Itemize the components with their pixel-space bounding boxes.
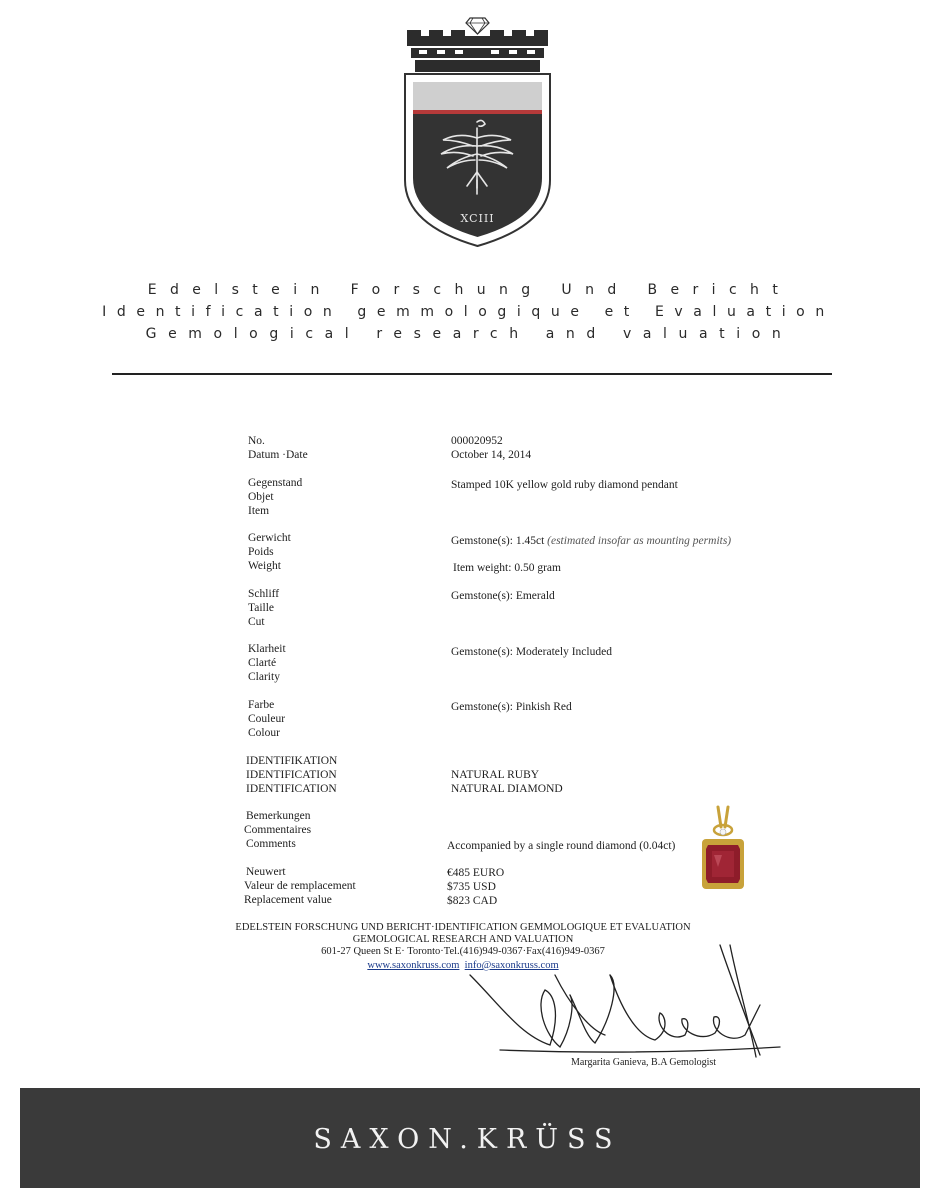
ident-value-diamond: NATURAL DIAMOND xyxy=(451,783,563,795)
ident-value-ruby: NATURAL RUBY xyxy=(451,769,540,781)
header-title-fr: Identification gemmologique et Evaluation xyxy=(102,304,835,320)
clarity-label-en: Clarity xyxy=(248,671,280,683)
email-link[interactable]: info@saxonkruss.com xyxy=(464,960,559,971)
value-label-fr: Valeur de remplacement xyxy=(244,880,356,892)
colour-label-fr: Couleur xyxy=(248,713,286,725)
weight-gemstone-note: (estimated insofar as mounting permits) xyxy=(547,535,732,547)
crest-logo xyxy=(395,10,560,250)
report-date-label: Datum ·Date xyxy=(248,449,308,461)
value-label-en: Replacement value xyxy=(244,894,332,906)
header-divider xyxy=(112,373,832,375)
ident-label-fr: IDENTIFICATION xyxy=(246,769,337,781)
item-label-en: Item xyxy=(248,505,270,517)
colour-label-de: Farbe xyxy=(248,699,275,711)
signer-name: Margarita Ganieva, B.A Gemologist xyxy=(571,1057,717,1068)
header-title-en: Gemological research and valuation xyxy=(145,326,793,342)
colour-value: Gemstone(s): Pinkish Red xyxy=(451,701,572,713)
clarity-value: Gemstone(s): Moderately Included xyxy=(451,646,612,658)
brand-logo-text: SAXON.KRÜSS xyxy=(313,1124,622,1155)
footer-address: 601-27 Queen St E· Toronto·Tel.(416)949-0367·Fax(416)949-0367 xyxy=(321,946,605,957)
cut-value: Gemstone(s): Emerald xyxy=(451,590,555,602)
comments-label-fr: Commentaires xyxy=(244,824,312,836)
cut-label-fr: Taille xyxy=(248,602,275,614)
signature xyxy=(460,935,790,1065)
clarity-label-de: Klarheit xyxy=(248,643,286,655)
comments-value: Accompanied by a single round diamond (0.04ct) xyxy=(447,840,676,852)
item-label-fr: Objet xyxy=(248,491,274,503)
ident-label-de: IDENTIFIKATION xyxy=(246,755,338,767)
weight-gemstone-ct: Gemstone(s): 1.45ct xyxy=(451,535,545,547)
crest-numeral: XCIII xyxy=(460,212,495,225)
item-value: Stamped 10K yellow gold ruby diamond pendant xyxy=(451,479,678,491)
weight-gemstone-value xyxy=(451,534,731,548)
weight-label-de: Gerwicht xyxy=(248,532,291,544)
clarity-label-fr: Clarté xyxy=(248,657,277,669)
weight-label-en: Weight xyxy=(248,560,281,572)
footer-tagline: GEMOLOGICAL RESEARCH AND VALUATION xyxy=(352,934,574,945)
value-usd: $735 USD xyxy=(447,881,496,893)
comments-label-de: Bemerkungen xyxy=(246,810,311,822)
header-title-de: Edelstein Forschung Und Bericht xyxy=(147,282,792,298)
website-link[interactable]: www.saxonkruss.com xyxy=(367,960,460,971)
ident-label-en: IDENTIFICATION xyxy=(246,783,337,795)
cut-label-en: Cut xyxy=(248,616,265,628)
item-label-de: Gegenstand xyxy=(248,477,303,489)
pendant-photo xyxy=(688,805,758,895)
weight-label-fr: Poids xyxy=(248,546,274,558)
comments-label-en: Comments xyxy=(246,838,296,850)
report-date-value: October 14, 2014 xyxy=(451,449,532,461)
colour-label-en: Colour xyxy=(248,727,280,739)
cut-label-de: Schliff xyxy=(248,588,280,600)
weight-item-value: Item weight: 0.50 gram xyxy=(453,562,561,574)
report-no-label: No. xyxy=(248,435,265,447)
footer-company-line: EDELSTEIN FORSCHUNG UND BERICHT·IDENTIFICATION GEMMOLOGIQUE ET EVALUATION xyxy=(235,922,691,933)
value-cad: $823 CAD xyxy=(447,895,498,907)
value-euro: €485 EURO xyxy=(447,867,505,879)
report-no-value: 000020952 xyxy=(451,435,503,447)
value-label-de: Neuwert xyxy=(246,866,286,878)
